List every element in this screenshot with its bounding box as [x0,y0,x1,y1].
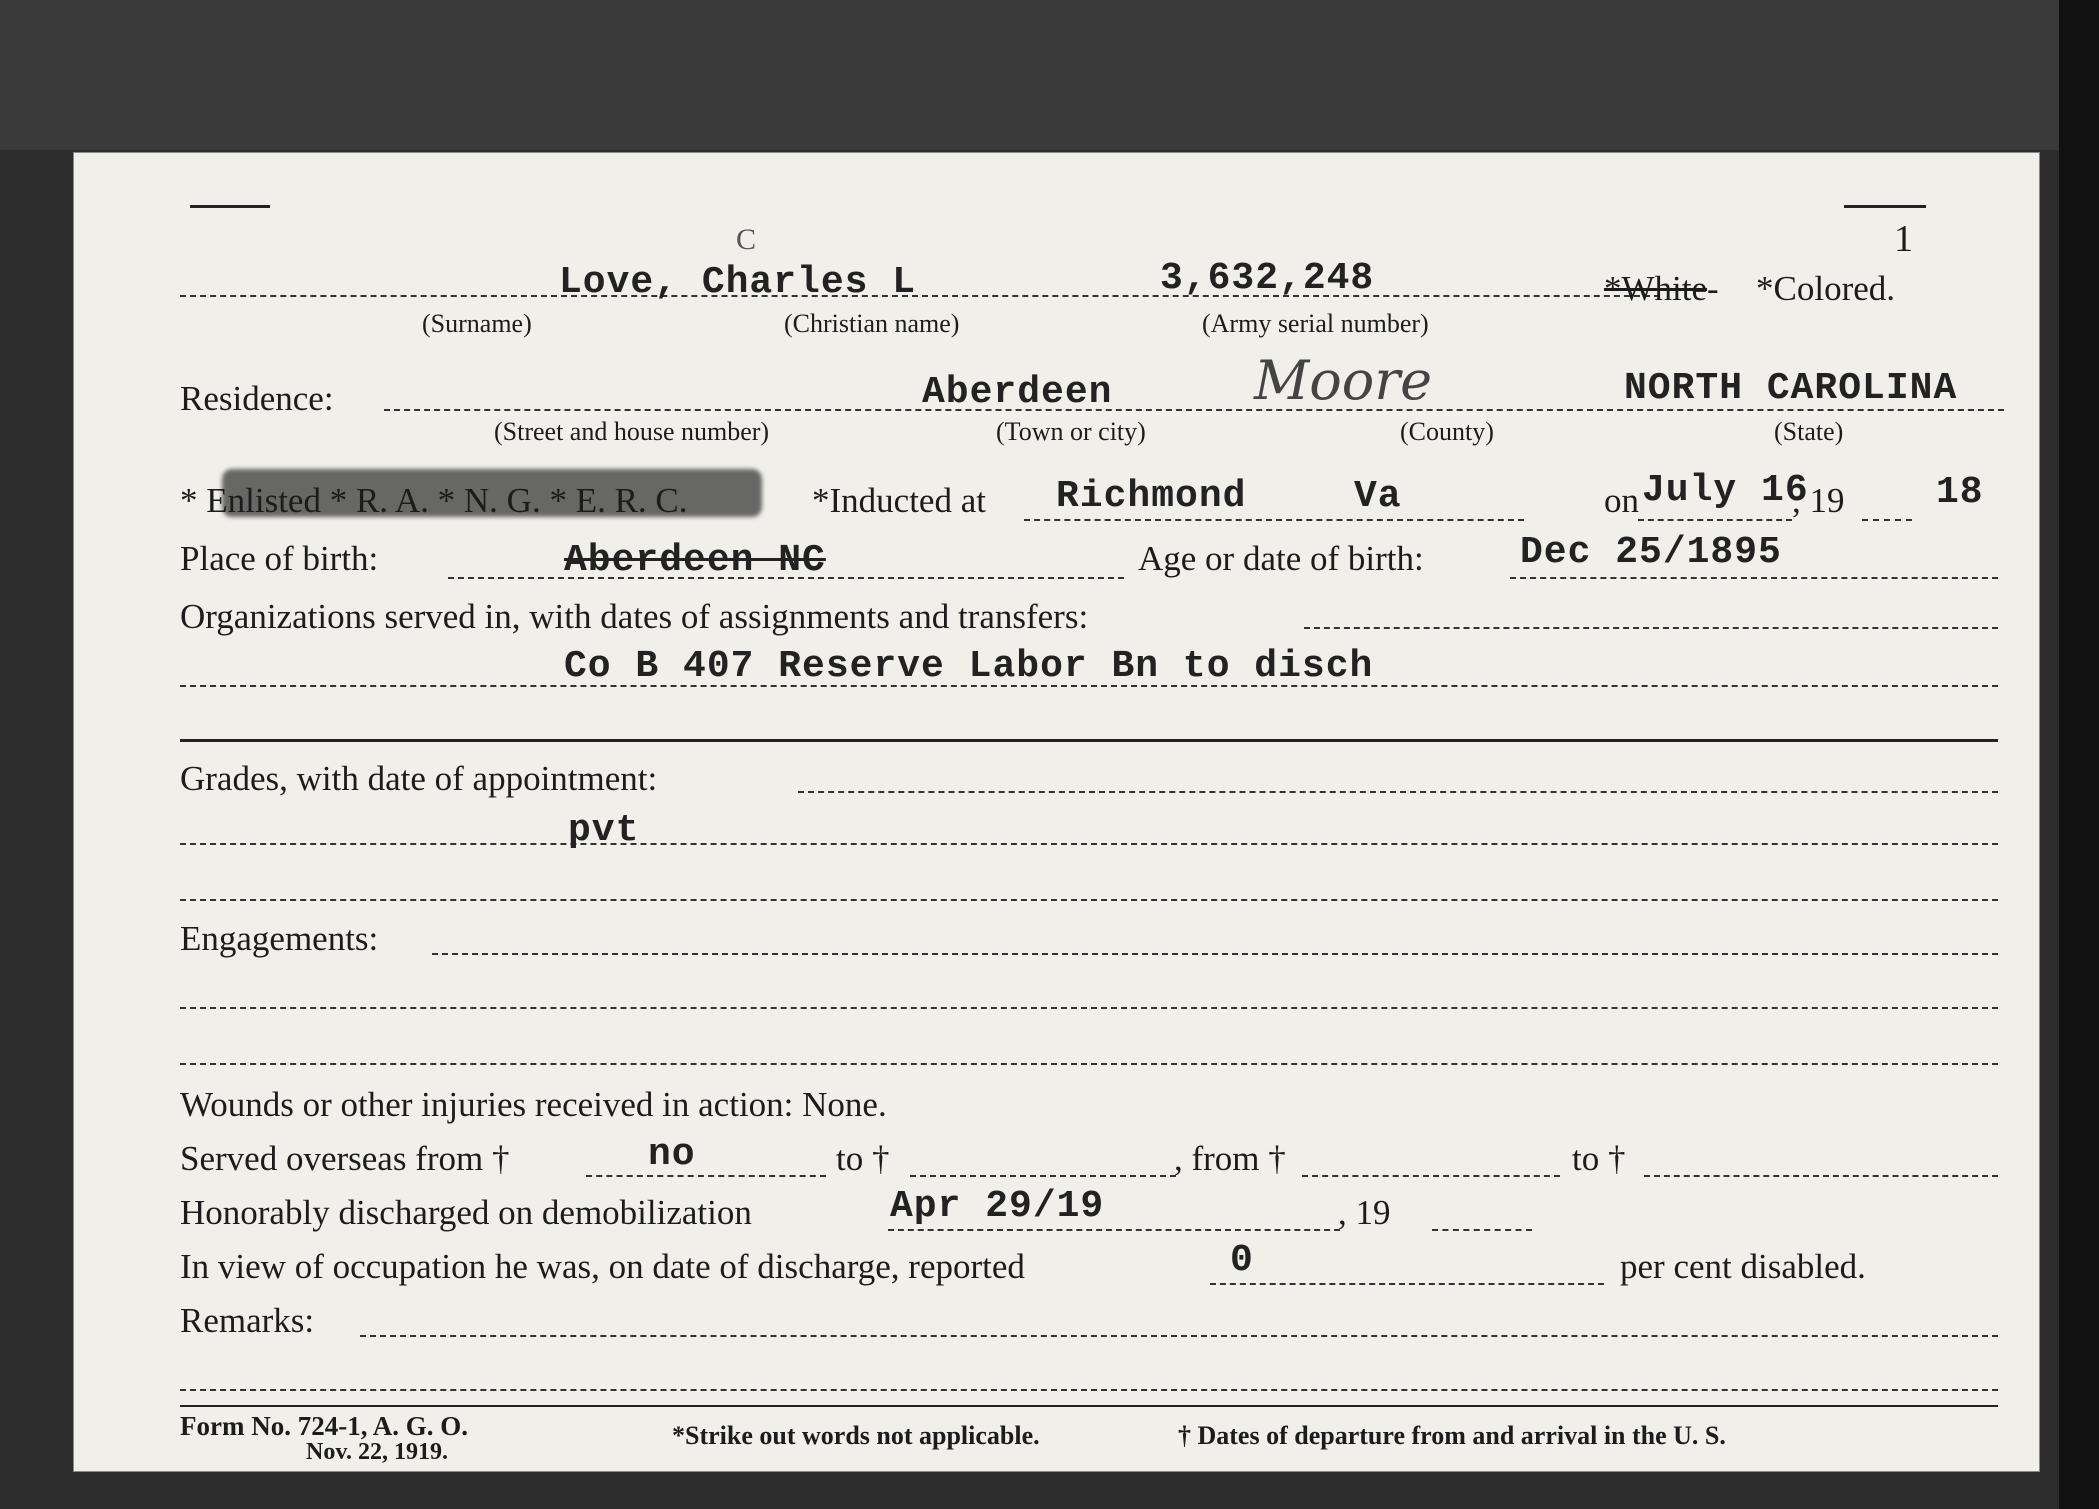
form-date: Nov. 22, 1919. [306,1439,449,1465]
overseas-from-line-2 [1302,1175,1560,1177]
residence-county-handwritten: Moore [1254,349,1433,412]
surname-caption: (Surname) [422,309,532,338]
name-line [180,295,1660,297]
county-caption: (County) [1400,417,1494,446]
inducted-state: Va [1354,475,1402,518]
grades-value: pvt [568,809,640,852]
race-white-label: *White- [1604,269,1719,308]
grades-line-2 [180,843,1998,845]
induction-year-prefix: , 19 [1792,481,1845,520]
organizations-line-3 [180,739,1998,742]
typed-serial-number: 3,632,248 [1160,257,1375,300]
overseas-to-label-2: to † [1572,1139,1626,1178]
disability-line [1210,1283,1604,1285]
race-colored-label: *Colored. [1756,269,1896,308]
disability-value: 0 [1230,1239,1254,1282]
induction-date-line [1638,519,1792,521]
wounds-label: Wounds or other injuries received in action: None. [180,1085,887,1124]
state-caption: (State) [1774,417,1844,446]
discharge-label: Honorably discharged on demobilization [180,1193,752,1232]
grades-line-1 [798,791,1998,793]
overseas-to-line-1 [910,1175,1176,1177]
discharge-year-label: , 19 [1338,1193,1391,1232]
scanner-edge [2059,0,2099,1509]
discharge-date-line [888,1229,1340,1231]
residence-town: Aberdeen [922,371,1113,414]
serial-number-caption: (Army serial number) [1202,309,1429,338]
dates-note: † Dates of departure from and arrival in the U. S. [1178,1421,1726,1450]
overseas-to-line-2 [1644,1175,1998,1177]
strike-out-note: *Strike out words not applicable. [672,1421,1040,1450]
engagements-label: Engagements: [180,919,379,958]
overseas-from-line [586,1175,826,1177]
engagements-line-1 [432,953,1998,955]
organizations-value: Co B 407 Reserve Labor Bn to disch [564,645,1374,688]
overseas-from-label-2: , from † [1174,1139,1286,1178]
discharge-date-value: Apr 29/19 [890,1185,1105,1228]
discharge-year-line [1432,1229,1532,1231]
grades-line-3 [180,899,1998,901]
town-caption: (Town or city) [996,417,1146,446]
engagements-line-3 [180,1063,1998,1065]
residence-state: NORTH CAROLINA [1624,367,1958,410]
served-overseas-label: Served overseas from † [180,1139,510,1178]
remarks-line-2 [180,1389,1998,1391]
footer-rule [180,1405,1998,1407]
service-record-card [74,153,2039,1471]
engagements-line-2 [180,1007,1998,1009]
served-overseas-value: no [648,1133,696,1176]
typed-name: Love, Charles L [559,261,917,304]
residence-label: Residence: [180,379,334,418]
induction-year-line [1862,519,1912,521]
inducted-line [1024,519,1524,521]
age-or-dob-label: Age or date of birth: [1138,539,1424,578]
induction-date: July 16 [1642,469,1809,512]
overseas-to-label-1: to † [836,1139,890,1178]
top-left-rule [190,205,270,208]
form-number: Form No. 724-1, A. G. O. [180,1411,468,1441]
christian-name-caption: (Christian name) [784,309,960,338]
enlisted-options: * Enlisted * R. A. * N. G. * E. R. C. [180,481,688,520]
organizations-line-1 [1304,627,1998,629]
date-of-birth-value: Dec 25/1895 [1520,531,1782,574]
disability-label: In view of occupation he was, on date of discharge, reported [180,1247,1025,1286]
street-caption: (Street and house number) [494,417,770,446]
card-number: 1 [1894,218,1913,260]
inducted-on-label: on [1604,481,1639,520]
remarks-label: Remarks: [180,1301,315,1340]
organizations-label: Organizations served in, with dates of assignments and transfers: [180,597,1089,636]
name-correction-mark: C [736,223,757,256]
induction-year: 18 [1936,471,1984,514]
disability-suffix: per cent disabled. [1620,1247,1866,1286]
place-of-birth-value: Aberdeen NC [564,539,826,582]
inducted-place: Richmond [1056,475,1247,518]
top-right-rule [1844,205,1926,208]
inducted-label: *Inducted at [812,481,986,520]
scanner-background [0,0,2099,150]
dob-line [1510,577,1998,579]
remarks-line-1 [360,1335,1998,1337]
grades-label: Grades, with date of appointment: [180,759,658,798]
place-of-birth-label: Place of birth: [180,539,379,578]
